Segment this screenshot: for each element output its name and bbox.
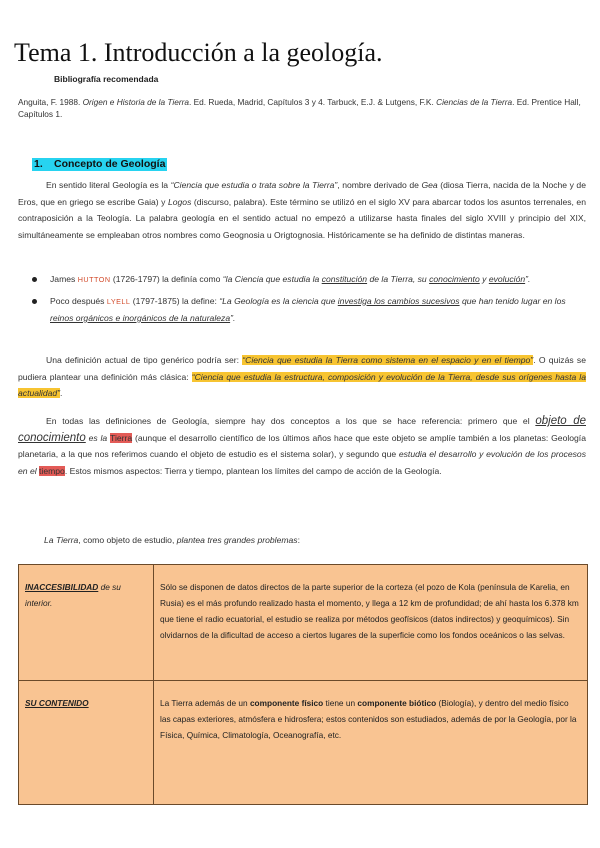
- problem-name-cell: [19, 681, 154, 805]
- section-number: 1.: [34, 158, 43, 170]
- problem-description-cell: Sólo se disponen de datos directos de la parte superior de la corteza (el pozo de Kola (península de Karelia, en Rusia) es el más profundo realizado hasta el momento, y llega a 12 km de profundidad; de ahí hasta los 6.378 km que tiene el radio ecuatorial, el estudio se realiza por métodos geofísicos (datos indirectos) y geoquímicos). Sin olvidarnos de la dificultad de acceso a ciertos lugares de la superficie como los fondos oceánicos o las selvas.: [154, 565, 588, 681]
- bibliography-text: Anguita, F. 1988. Origen e Historia de la Tierra. Ed. Rueda, Madrid, Capítulos 3 y 4. Tarbuck, E.J. & Lutgens, F.K. Ciencias de la Tierra. Ed. Prentice Hall, Capítulos 1.: [18, 97, 581, 119]
- section-title: Concepto de Geología: [54, 158, 166, 170]
- list-item: James HUTTON (1726-1797) la definía como “la Ciencia que estudia la constitución de la Tierra, su conocimiento y evolución”.: [32, 271, 584, 289]
- bullet-icon: [32, 299, 37, 304]
- problem-description-cell: La Tierra además de un componente físico tiene un componente biótico (Biología), y dentro del medio físico las capas exteriores, atmósfera e hidrosfera; estos contenidos son estudiados, además de por la Geología, por la Física, Química, Climatología, Oceanografía, etc.: [154, 681, 588, 805]
- highlight-definition-1: “Ciencia que estudia la Tierra como sistema en el espacio y en el tiempo”: [242, 355, 534, 365]
- book-title-1: Origen e Historia de la Tierra: [82, 97, 190, 107]
- highlight-tiempo: tiempo: [39, 465, 65, 476]
- table-row: [19, 681, 588, 805]
- paragraph-current-definition: Una definición actual de tipo genérico podría ser: “Ciencia que estudia la Tierra como sistema en el espacio y en el tiempo”. O quizás se pudiera plantear una definición más clásica: “Ciencia que estudia la estructura, composición y evolución de la Tierra, desde sus orígenes hasta la actualidad”.: [18, 355, 587, 398]
- paragraph-literal-sense: En sentido literal Geología es la “Ciencia que estudia o trata sobre la Tierra”, nombre derivado de Gea (diosa Tierra, nacida de la Noche y de Eros, que en griego se escribe Gaia) y Logos (discurso, palabra). Este término se utilizó en el siglo XV para abarcar todos los asuntos terrenales, en contraposición a la Teología. La palabra geología en el sentido actual no empezó a utilizarse hasta finales del siglo XVIII y principio del XIX, simultáneamente se empleaban otros nombres como Geognosia u Origtognosia. Históricamente se ha definido de distintas maneras.: [18, 180, 586, 240]
- highlight-tierra: Tierra: [110, 432, 133, 443]
- problems-table: [18, 564, 588, 805]
- problem-name-cell: INACCESIBILIDAD de su interior.: [19, 565, 154, 681]
- bullet-icon: [32, 277, 37, 282]
- problem-term: SU CONTENIDO: [25, 698, 89, 708]
- problems-intro: La Tierra, como objeto de estudio, plantea tres grandes problemas:: [44, 535, 300, 545]
- author-name: HUTTON: [77, 275, 111, 284]
- author-name: LYELL: [106, 296, 131, 306]
- highlight-definition-2: “Ciencia que estudia la estructura, composición y evolución de la Tierra, desde sus orígenes hasta la actualidad”: [18, 371, 586, 398]
- section-heading: [32, 158, 167, 171]
- paragraph-two-concepts: En todas las definiciones de Geología, siempre hay dos conceptos a los que se hace referencia: primero que el objeto de conocimiento es la Tierra (aunque el desarrollo científico de los últimos años hace que este objeto se amplíe también a los planetas: Geología planetaria, a la que nos referimos cuando el objeto de estudio es el sistema solar), y segundo que estudia el desarrollo y evolución de los procesos en el tiempo. Estos mismos aspectos: Tierra y tiempo, plantean los límites del campo de acción de la Geología.: [18, 415, 587, 476]
- objeto-de-conocimiento: objeto de conocimiento: [18, 415, 586, 444]
- table-row: [19, 565, 588, 681]
- bibliography-heading: Bibliografía recomendada: [54, 74, 159, 84]
- problem-term: INACCESIBILIDAD: [25, 582, 99, 592]
- page-title: Tema 1. Introducción a la geología.: [14, 38, 383, 67]
- list-item: Poco después LYELL (1797-1875) la define: “La Geología es la ciencia que investiga los cambios sucesivos que han tenido lugar en los reinos orgánicos e inorgánicos de la naturaleza”.: [32, 293, 584, 327]
- definitions-list: [32, 271, 584, 331]
- book-title-2: Ciencias de la Tierra: [436, 97, 513, 107]
